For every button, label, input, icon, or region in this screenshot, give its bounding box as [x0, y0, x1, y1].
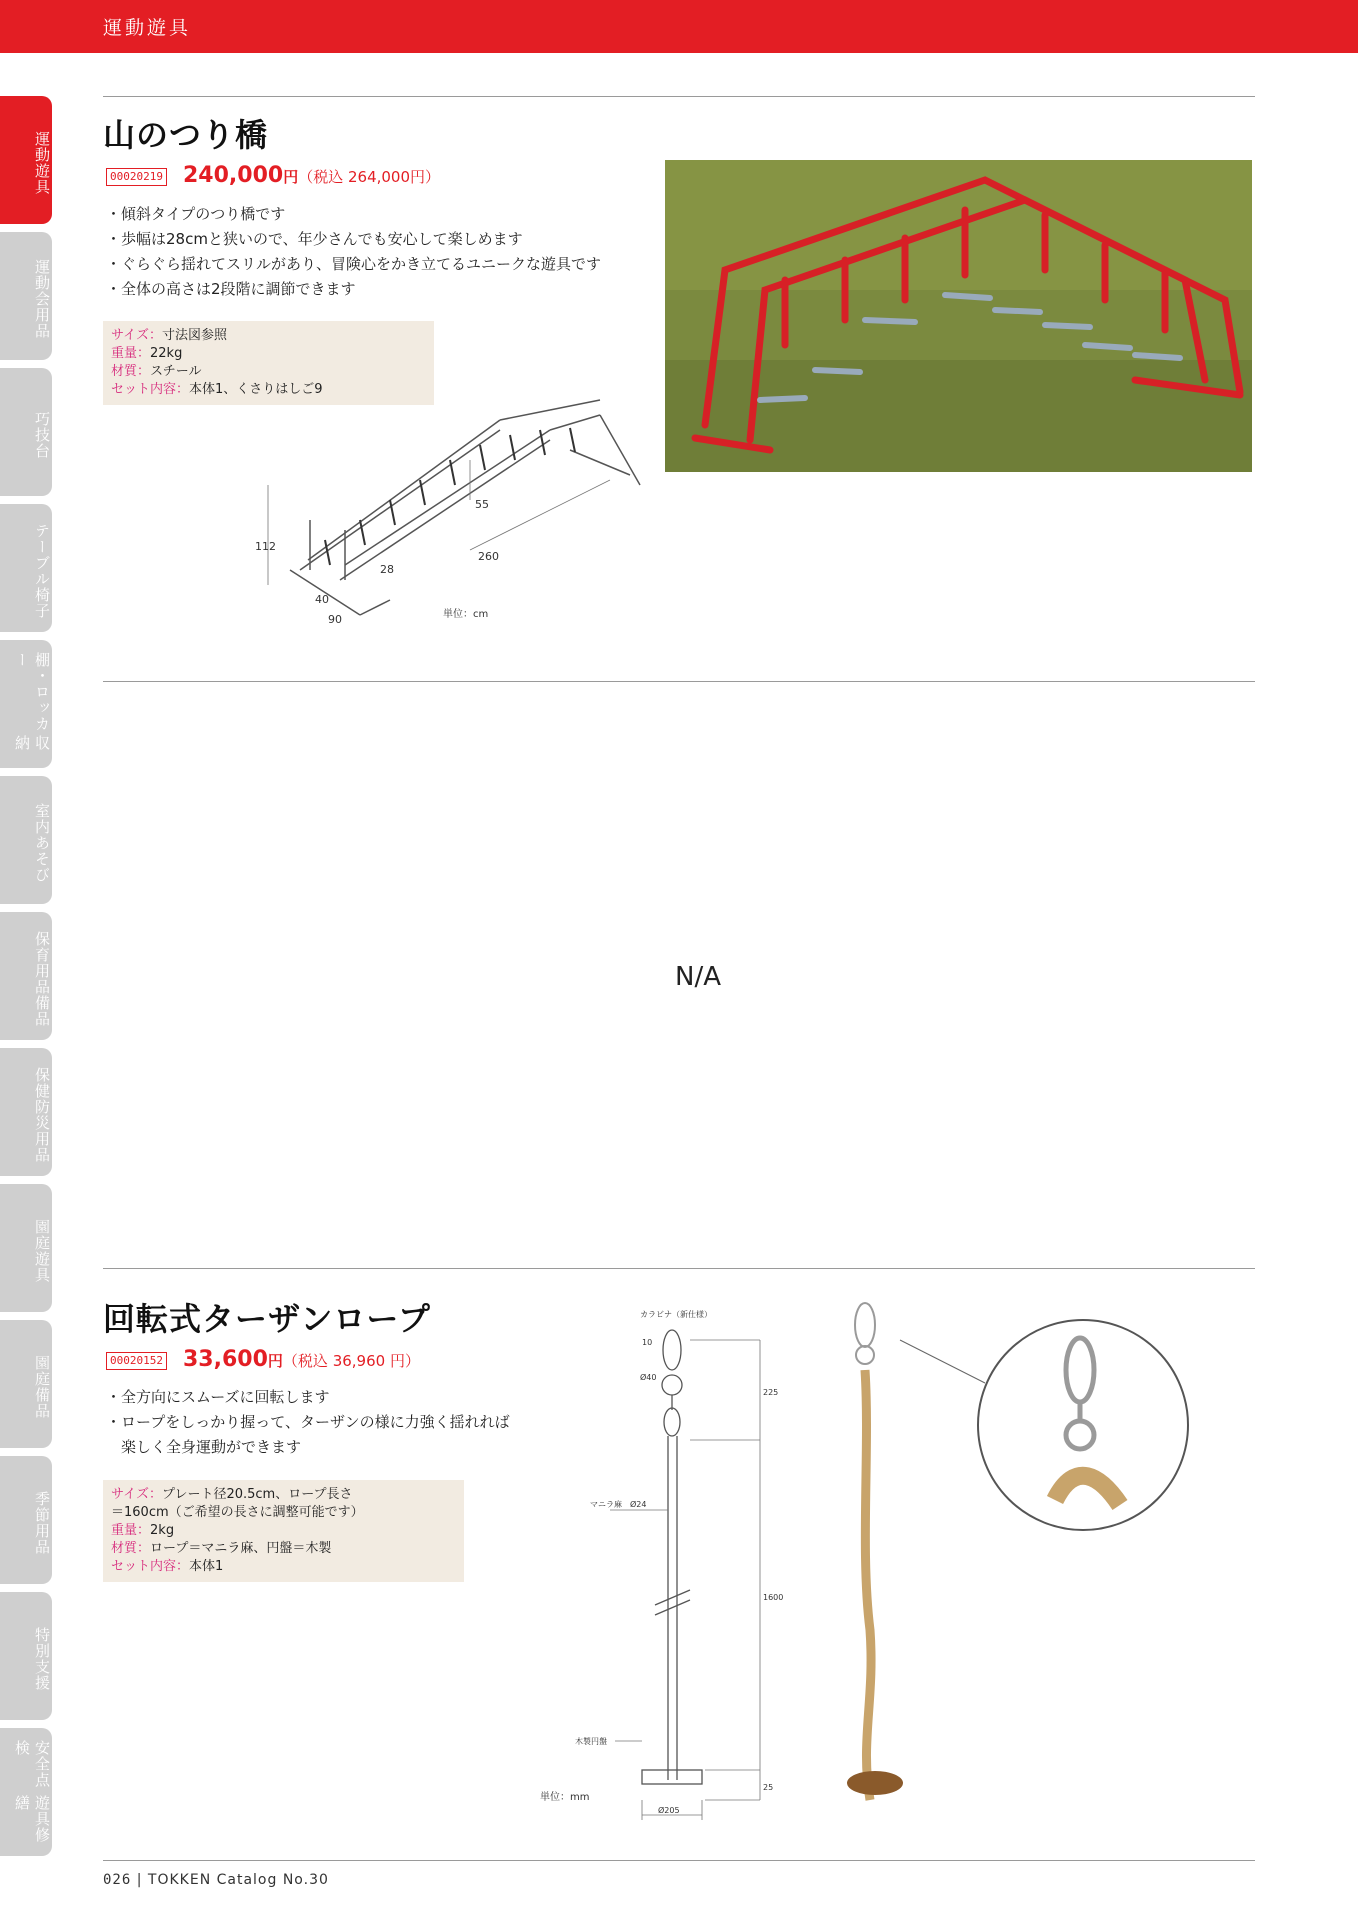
spec-value: 22kg [150, 346, 183, 361]
category-tab-label-line: 安全点検 [13, 1740, 51, 1788]
dim-d10: 10 [642, 1338, 653, 1347]
dim-step: 28 [380, 563, 394, 576]
category-tab-label-line: 遊具修繕 [13, 1795, 51, 1843]
spec-box [103, 1480, 464, 1582]
category-tab-label-line: 椅子 [33, 587, 51, 619]
category-tab-label-line: 運動遊具 [33, 131, 51, 195]
spec-value: ロープ＝マニラ麻、円盤＝木製 [150, 1541, 332, 1556]
dim-length: 260 [478, 550, 499, 563]
product-title: 回転式ターザンロープ [103, 1300, 431, 1338]
spec-value: 本体1、くさりはしご9 [189, 382, 323, 397]
unit-label: 単位：cm [443, 609, 489, 620]
price-value: 33,600 [183, 1347, 268, 1372]
category-tab-label [0, 1196, 52, 1306]
category-tab[interactable] [0, 1728, 52, 1856]
category-tab[interactable] [0, 96, 52, 224]
category-tab-label-line: 備品 [33, 995, 51, 1027]
category-tab-label [0, 1740, 52, 1850]
section-title: 運動遊具 [103, 17, 192, 39]
dim-width1: 40 [315, 593, 329, 606]
product-price [183, 163, 440, 188]
spec-value: スチール [150, 364, 202, 379]
divider [103, 681, 1255, 682]
category-tab-label-line: 運動会用品 [33, 259, 51, 339]
category-tab[interactable] [0, 1456, 52, 1584]
category-tab-label [0, 924, 52, 1034]
category-tab-label-line: 防災用品 [33, 1099, 51, 1163]
rope-photo [830, 1300, 1200, 1820]
category-tab-label [0, 244, 52, 354]
feature-list [106, 1385, 510, 1460]
category-tab[interactable] [0, 776, 52, 904]
spec-value: 本体1 [189, 1559, 224, 1574]
spec-key: 材質： [111, 364, 151, 379]
category-tab-label [0, 1468, 52, 1578]
category-tab-label [0, 108, 52, 218]
category-tab-label-line: 棚・ロッカー [13, 652, 51, 732]
divider [103, 1268, 1255, 1269]
carabiner-label: カラビナ（新仕様） [640, 1310, 712, 1319]
price-value: 240,000 [183, 163, 284, 188]
catalog-name: TOKKEN Catalog No.30 [147, 1872, 329, 1888]
category-tab-label-line: 園庭備品 [33, 1355, 51, 1419]
category-tab-label-line: 室内あそび [33, 803, 51, 883]
category-tab-label [0, 1332, 52, 1442]
dim-mid: 1600 [763, 1593, 784, 1602]
category-tab[interactable] [0, 1320, 52, 1448]
disc-label: 木製円盤 [575, 1737, 607, 1746]
spec-key: サイズ： [111, 328, 162, 343]
spec-value: ＝160cm（ご希望の長さに調整可能です） [111, 1505, 364, 1520]
category-tab-label-line: 特別支援 [33, 1627, 51, 1691]
product-title: 山のつり橋 [103, 116, 269, 154]
dim-top: 225 [763, 1388, 779, 1397]
feature-list [106, 202, 601, 302]
product-code: 00020152 [106, 1352, 167, 1370]
spec-value: プレート径20.5cm、ロープ長さ [161, 1487, 353, 1502]
spec-key: セット内容： [111, 382, 190, 397]
category-tab-label [0, 1604, 52, 1714]
price-unit: 円 [267, 1352, 283, 1370]
category-tab[interactable] [0, 1592, 52, 1720]
category-tab-label-line: 季節用品 [33, 1491, 51, 1555]
category-tab[interactable] [0, 232, 52, 360]
category-tab-label-line: 収納 [13, 734, 51, 751]
feature-item: 楽しく全身運動ができます [106, 1438, 302, 1456]
unit-label: 単位：mm [540, 1792, 590, 1803]
category-tab-label-line: 保健 [33, 1067, 51, 1099]
spec-key: 重量： [111, 346, 151, 361]
category-tab[interactable] [0, 640, 52, 768]
spec-key: セット内容： [111, 1559, 190, 1574]
spec-key: 材質： [111, 1541, 151, 1556]
category-tab[interactable] [0, 368, 52, 496]
feature-item: ・ぐらぐら揺れてスリルがあり、冒険心をかき立てるユニークな遊具です [106, 255, 602, 273]
feature-item: ・ロープをしっかり握って、ターザンの様に力強く揺れれば [106, 1413, 510, 1431]
dim-step-height: 55 [475, 498, 489, 511]
divider [103, 96, 1255, 97]
page-footer [103, 1872, 329, 1888]
divider [103, 1860, 1255, 1861]
price-tax: （税込 264,000円） [298, 168, 441, 186]
dim-height: 112 [255, 540, 276, 553]
product-code: 00020219 [106, 168, 167, 186]
footer-separator: | [136, 1872, 143, 1888]
category-tab-label [0, 380, 52, 490]
header-bar [0, 0, 1358, 53]
image-placeholder: N/A [675, 962, 721, 992]
price-unit: 円 [283, 168, 299, 186]
product-photo [665, 160, 1252, 472]
category-tab-label-line: 保育用品 [33, 931, 51, 995]
price-tax: （税込 36,960 円） [282, 1352, 420, 1370]
category-tab-label [0, 788, 52, 898]
feature-item: ・全方向にスムーズに回転します [106, 1388, 330, 1406]
category-tab-label [0, 516, 52, 626]
category-tab-label [0, 1060, 52, 1170]
dimension-diagram [250, 360, 640, 630]
category-tab-label [0, 652, 52, 762]
category-tab[interactable] [0, 504, 52, 632]
page-number: 026 [103, 1872, 132, 1888]
category-tab[interactable] [0, 1048, 52, 1176]
spec-value: 2kg [150, 1523, 175, 1538]
product-price [183, 1347, 420, 1372]
category-tab[interactable] [0, 912, 52, 1040]
spec-key: サイズ： [111, 1487, 162, 1502]
feature-item: ・歩幅は28cmと狭いので、年少さんでも安心して楽しめます [106, 230, 523, 248]
rope-dimension-diagram [530, 1300, 784, 1830]
feature-item: ・全体の高さは2段階に調節できます [106, 280, 356, 298]
dim-d205: Ø205 [658, 1806, 680, 1815]
category-tab[interactable] [0, 1184, 52, 1312]
category-tab-label-line: テーブル [33, 523, 51, 587]
rope-label: マニラ麻 Ø24 [590, 1500, 647, 1509]
dim-d40: Ø40 [640, 1373, 657, 1382]
spec-value: 寸法図参照 [161, 328, 227, 343]
category-tab-label-line: 巧技台 [33, 411, 51, 459]
spec-key: 重量： [111, 1523, 151, 1538]
dim-width2: 90 [328, 613, 342, 626]
category-tab-label-line: 園庭遊具 [33, 1219, 51, 1283]
dim-bottom: 25 [763, 1783, 774, 1792]
feature-item: ・傾斜タイプのつり橋です [106, 205, 286, 223]
